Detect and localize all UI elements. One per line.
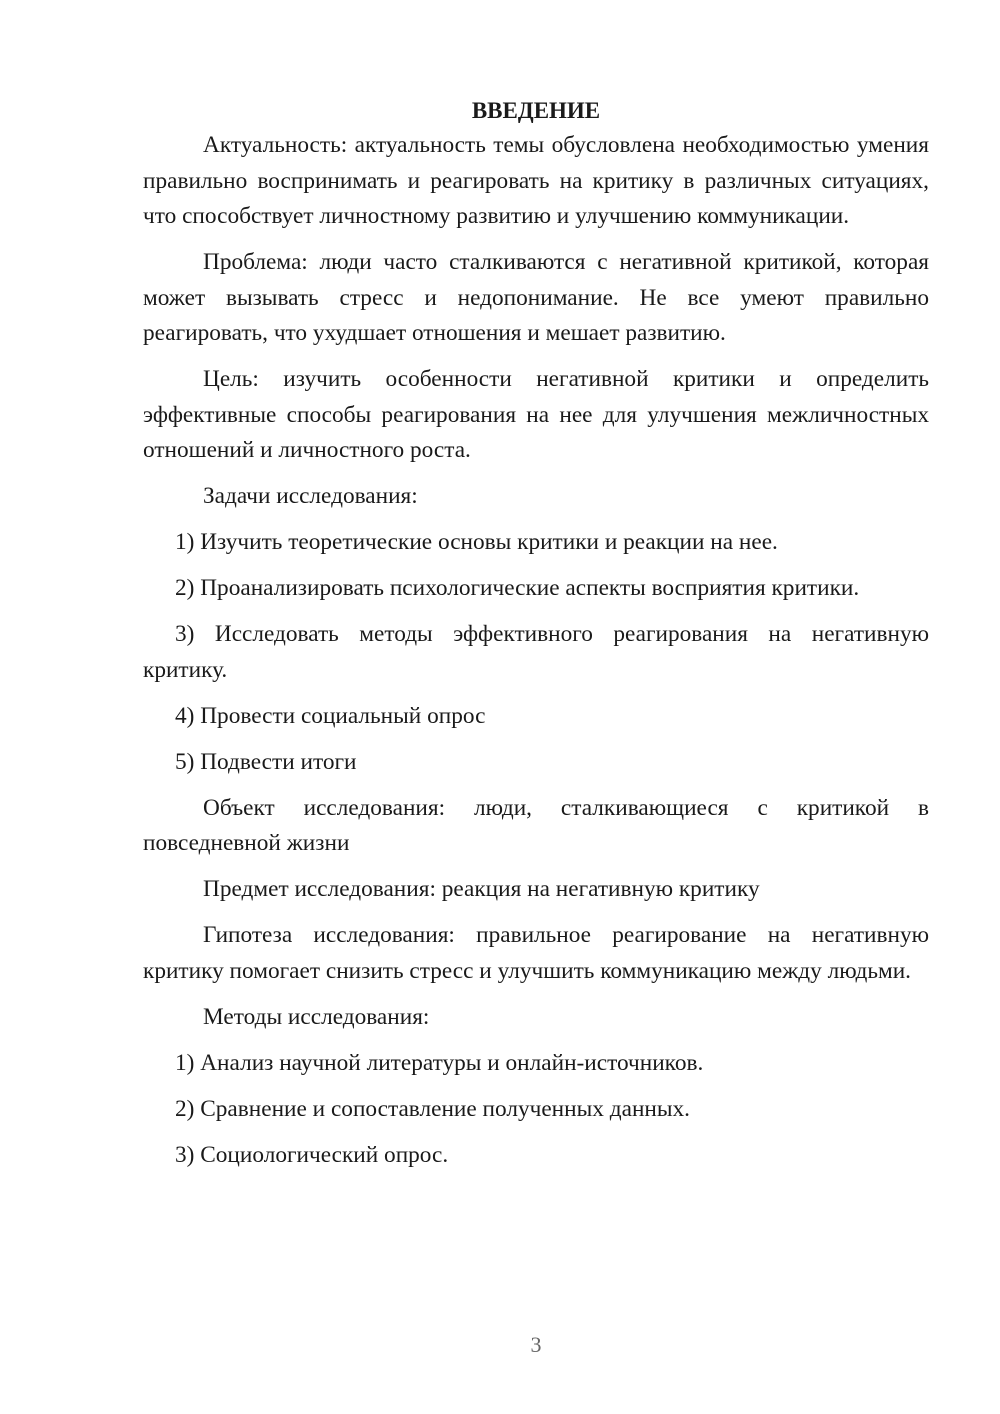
task-item-3: 3) Исследовать методы эффективного реагирования на негативную критику. bbox=[143, 621, 929, 683]
method-item-2: 2) Сравнение и сопоставление полученных данных. bbox=[175, 1095, 690, 1122]
task-item-5: 5) Подвести итоги bbox=[175, 748, 357, 775]
method-item-1: 1) Анализ научной литературы и онлайн-источников. bbox=[175, 1049, 704, 1076]
relevance-paragraph: Актуальность: актуальность темы обусловлена необходимостью умения правильно воспринимать и реагировать на критику в различных ситуациях, что способствует личностному развитию и улучшению коммуникации. bbox=[143, 132, 929, 229]
page-number: 3 bbox=[530, 1332, 542, 1357]
goal-paragraph: Цель: изучить особенности негативной критики и определить эффективные способы реагирования на нее для улучшения межличностных отношений и личностного роста. bbox=[143, 366, 929, 463]
task-item-2: 2) Проанализировать психологические аспекты восприятия критики. bbox=[175, 575, 860, 601]
task-item-4: 4) Провести социальный опрос bbox=[175, 702, 486, 729]
methods-heading: Методы исследования: bbox=[203, 1003, 430, 1030]
subject-paragraph: Предмет исследования: реакция на негативную критику bbox=[203, 876, 760, 902]
document-title: ВВЕДЕНИЕ bbox=[471, 98, 601, 123]
tasks-heading: Задачи исследования: bbox=[203, 483, 418, 509]
task-item-1: 1) Изучить теоретические основы критики и реакции на нее. bbox=[175, 529, 778, 555]
method-item-3: 3) Социологический опрос. bbox=[175, 1141, 449, 1168]
object-paragraph: Объект исследования: люди, сталкивающиеся с критикой в повседневной жизни bbox=[143, 794, 929, 856]
problem-paragraph: Проблема: люди часто сталкиваются с негативной критикой, которая может вызывать стресс и недопонимание. Не все умеют правильно реагировать, что ухудшает отношения и мешает развитию. bbox=[143, 249, 929, 346]
document-page bbox=[143, 93, 929, 1184]
hypothesis-paragraph: Гипотеза исследования: правильное реагирование на негативную критику помогает снизить стресс и улучшить коммуникацию между людьми. bbox=[143, 922, 929, 984]
